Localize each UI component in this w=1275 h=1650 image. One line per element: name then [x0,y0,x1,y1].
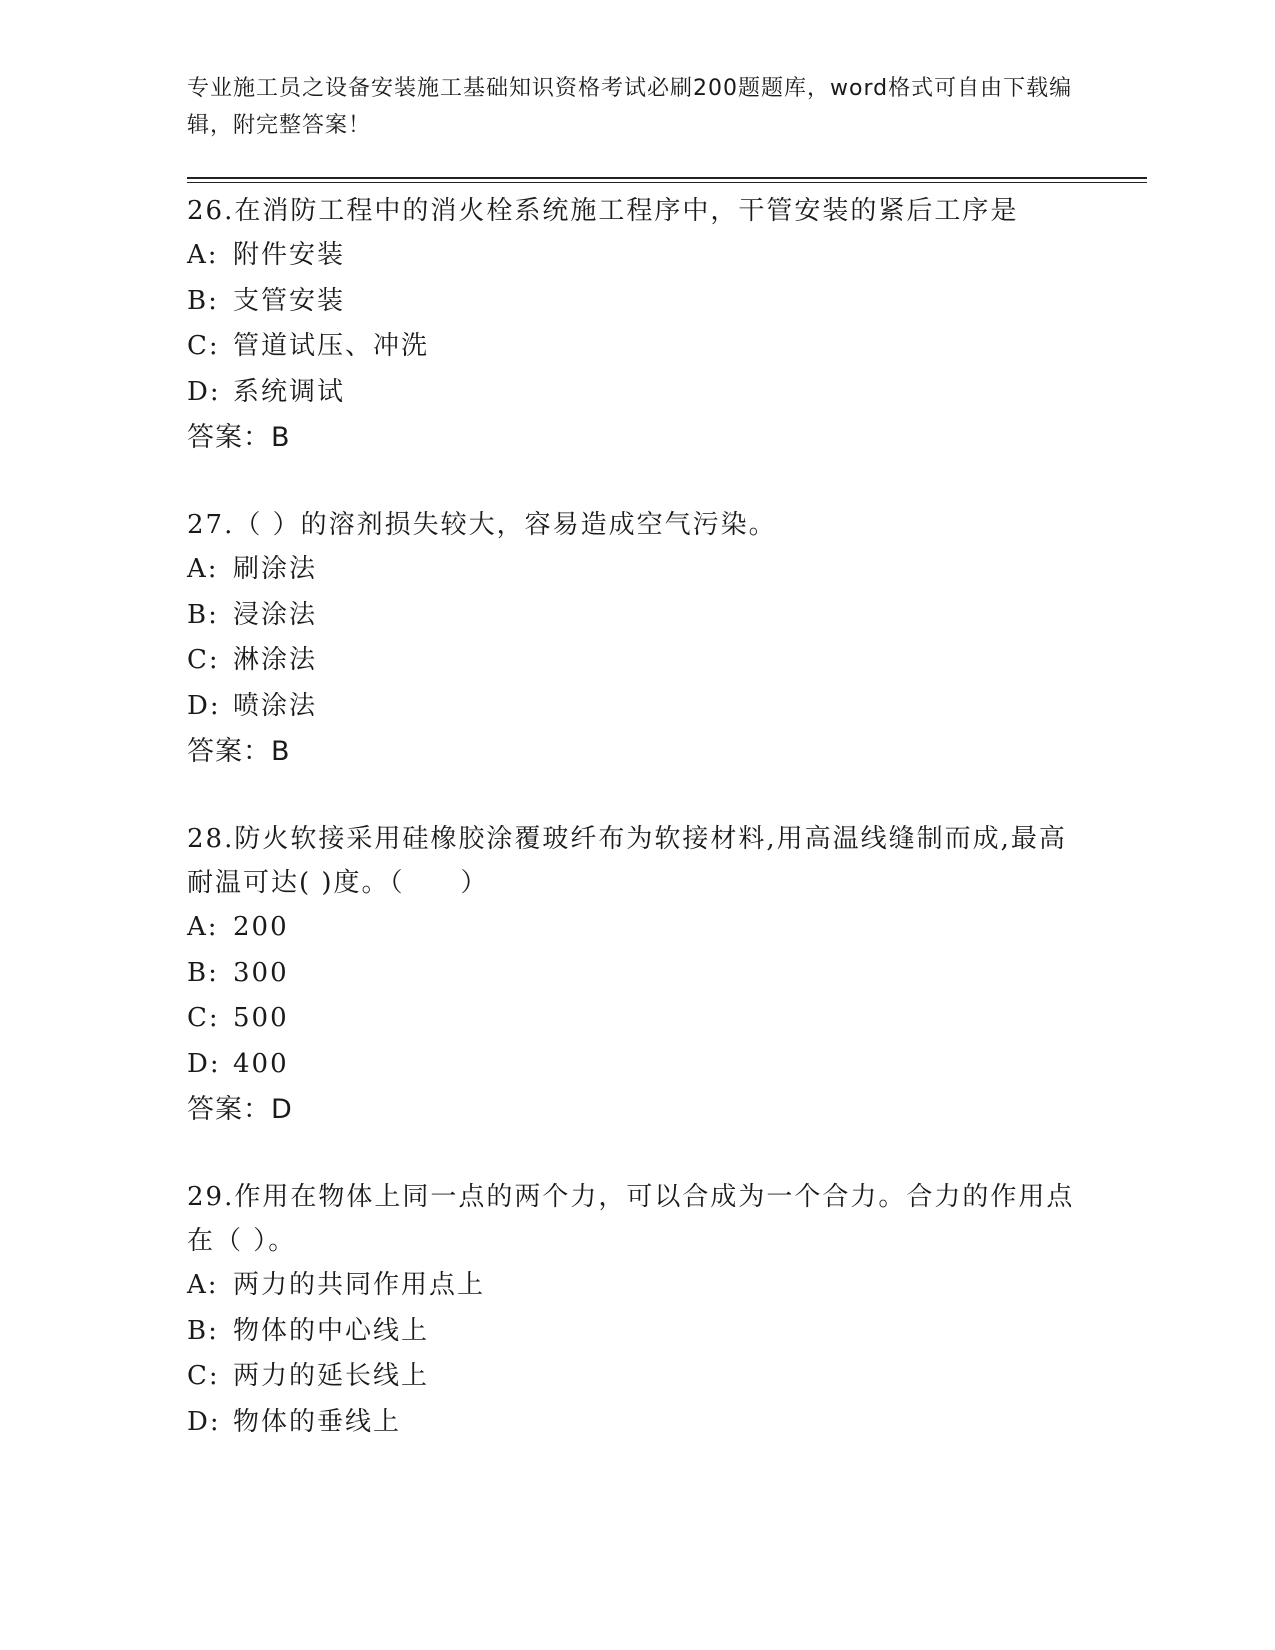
option-a [187,547,1087,593]
question-list [187,189,1087,1488]
question-stem: （ ）的溶剂损失较大，容易造成空气污染。 [234,510,777,540]
option-letter: B: [187,957,219,988]
option-text: 物体的垂线上 [233,1406,402,1437]
answer-line [187,729,1087,774]
option-b [187,593,1087,639]
answer-value: B [271,736,291,767]
option-b [187,279,1087,325]
option-letter: C: [187,645,220,675]
option-letter: C: [187,331,220,361]
question-number: 27. [187,510,235,540]
option-letter: A: [187,1270,219,1300]
option-c [187,638,1087,684]
option-letter: A: [187,912,219,942]
question-number: 28. [187,824,235,854]
option-text: 系统调试 [233,376,346,407]
option-letter: D: [187,376,221,407]
document-header: 专业施工员之设备安装施工基础知识资格考试必刷200题题库，word格式可自由下载编辑，附完整答案！ [187,76,1073,138]
question-text [187,503,1087,547]
option-d [187,1400,1087,1446]
question-27 [187,503,1087,774]
question-29 [187,1175,1087,1445]
option-text: 淋涂法 [233,645,318,675]
question-stem: 防火软接采用硅橡胶涂覆玻纤布为软接材料,用高温线缝制而成,最高耐温可达( )度。（ ） [187,824,1067,898]
option-text: 浸涂法 [233,599,318,630]
answer-label: 答案： [187,736,271,767]
option-b [187,951,1087,997]
option-letter: B: [187,1315,219,1346]
option-letter: D: [187,690,221,721]
option-letter: D: [187,1406,221,1437]
question-text [187,189,1087,233]
option-text: 物体的中心线上 [233,1315,430,1346]
option-text: 附件安装 [233,240,346,270]
option-d [187,1042,1087,1088]
option-b [187,1309,1087,1355]
option-a [187,1263,1087,1309]
question-text [187,817,1087,905]
option-letter: B: [187,599,219,630]
option-letter: C: [187,1003,220,1033]
answer-line [187,1087,1087,1132]
question-stem: 在消防工程中的消火栓系统施工程序中，干管安装的紧后工序是 [234,196,1019,226]
option-a [187,905,1087,951]
option-text: 刷涂法 [233,554,318,584]
question-26 [187,189,1087,460]
answer-label: 答案： [187,1094,271,1125]
option-text: 200 [233,912,289,942]
question-text [187,1175,1087,1263]
option-text: 两力的共同作用点上 [233,1270,486,1300]
option-text: 支管安装 [233,285,346,316]
option-c [187,1354,1087,1400]
option-letter: B: [187,285,219,316]
option-letter: C: [187,1361,220,1391]
option-c [187,324,1087,370]
question-number: 29. [187,1182,235,1212]
option-d [187,684,1087,730]
answer-label: 答案： [187,422,271,453]
question-number: 26. [187,196,235,226]
answer-value: D [271,1094,293,1125]
option-a [187,233,1087,279]
option-letter: A: [187,554,219,584]
question-stem: 作用在物体上同一点的两个力，可以合成为一个合力。合力的作用点在（ ）。 [187,1182,1075,1256]
option-text: 两力的延长线上 [233,1361,430,1391]
option-letter: D: [187,1048,221,1079]
answer-line [187,415,1087,460]
option-text: 管道试压、冲洗 [233,331,430,361]
header-divider [187,177,1147,183]
option-letter: A: [187,240,219,270]
option-text: 400 [233,1048,289,1079]
option-d [187,370,1087,416]
option-text: 500 [233,1003,289,1033]
question-28 [187,817,1087,1132]
answer-value: B [271,422,291,453]
option-text: 300 [233,957,289,988]
option-c [187,996,1087,1042]
option-text: 喷涂法 [233,690,318,721]
